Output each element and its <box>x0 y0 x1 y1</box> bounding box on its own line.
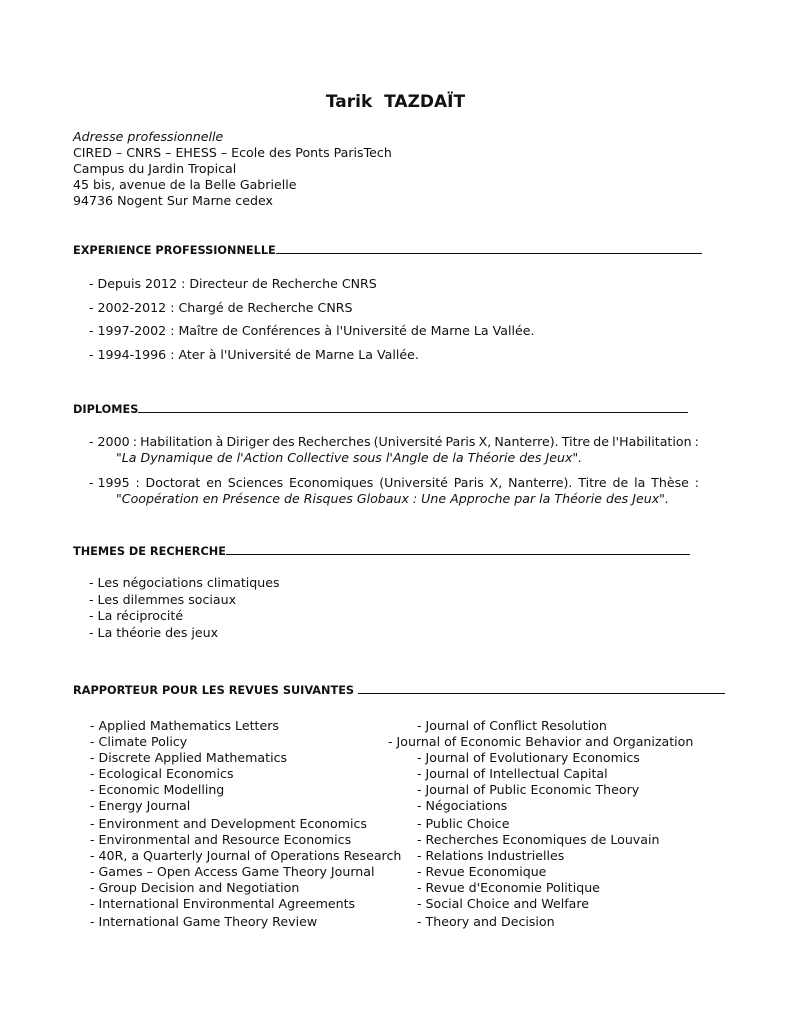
professional-address <box>73 129 392 209</box>
journals-right-column <box>388 718 693 930</box>
diploma-thesis-title: "Coopération en Présence de Risques Globaux : Une Approche par la Théorie des Jeux". <box>116 491 669 506</box>
diploma-word: : <box>132 434 137 449</box>
list-item: - Social Choice and Welfare <box>417 896 590 911</box>
list-item: - International Environmental Agreements <box>90 896 356 911</box>
list-item: - 1997-2002 : Maître de Conférences à l'Université de Marne La Vallée. <box>89 323 535 338</box>
diploma-word: de <box>593 434 610 449</box>
section-heading-text: THEMES DE RECHERCHE <box>73 545 226 558</box>
diploma-description <box>89 434 699 450</box>
diploma-word: Titre <box>578 475 607 490</box>
diploma-word: Paris <box>453 475 484 490</box>
list-item: - Environment and Development Economics <box>90 816 367 831</box>
list-item: - Revue d'Economie Politique <box>417 880 600 895</box>
list-item: - Energy Journal <box>90 798 191 813</box>
list-item: - Les négociations climatiques <box>89 575 280 590</box>
diploma-item <box>89 434 699 466</box>
diploma-word: Nanterre). <box>494 434 559 449</box>
diploma-thesis-title: "La Dynamique de l'Action Collective sous l'Angle de la Théorie des Jeux". <box>116 450 583 465</box>
list-item: - Games – Open Access Game Theory Journal <box>90 864 375 879</box>
diploma-word: Titre <box>561 434 591 449</box>
heading-underline <box>358 692 725 694</box>
section-heading-text: EXPERIENCE PROFESSIONNELLE <box>73 244 276 257</box>
heading-underline <box>138 411 688 413</box>
diploma-word: à <box>215 434 224 449</box>
diploma-word: de <box>612 475 629 490</box>
list-item: - Revue Economique <box>417 864 547 879</box>
research-themes-list <box>89 575 280 641</box>
list-item: - Journal of Economic Behavior and Organization <box>388 734 694 749</box>
list-item: - Environmental and Resource Economics <box>90 832 352 847</box>
list-item: - Discrete Applied Mathematics <box>90 750 288 765</box>
list-item: - La théorie des jeux <box>89 624 219 640</box>
list-item: - Ecological Economics <box>90 766 234 781</box>
diploma-word: la <box>634 475 646 490</box>
address-line: Campus du Jardin Tropical <box>73 161 237 176</box>
list-item: - Group Decision and Negotiation <box>90 880 300 895</box>
diploma-word: (Université <box>373 434 443 449</box>
heading-underline <box>226 553 690 555</box>
list-item: - La réciprocité <box>89 608 184 623</box>
section-heading-diplomas <box>73 403 688 416</box>
experience-list <box>89 276 535 370</box>
address-line: 94736 Nogent Sur Marne cedex <box>73 193 273 208</box>
diploma-word: - 2000 <box>89 434 130 449</box>
list-item: - Public Choice <box>417 816 510 831</box>
diploma-word: : <box>694 475 699 490</box>
section-heading-themes <box>73 545 690 558</box>
diploma-word: Diriger <box>226 434 270 449</box>
list-item: - 1994-1996 : Ater à l'Université de Marne La Vallée. <box>89 346 419 362</box>
diploma-word: l'Habilitation <box>612 434 692 449</box>
list-item: - Economic Modelling <box>90 782 225 797</box>
address-line: 45 bis, avenue de la Belle Gabrielle <box>73 177 297 192</box>
section-heading-journals <box>73 684 725 697</box>
list-item: - Journal of Public Economic Theory <box>417 782 640 797</box>
list-item: - Recherches Economiques de Louvain <box>417 832 660 847</box>
heading-underline <box>276 252 702 254</box>
list-item: - International Game Theory Review <box>90 914 318 929</box>
list-item: - Depuis 2012 : Directeur de Recherche CNRS <box>89 276 377 291</box>
list-item: - 2002-2012 : Chargé de Recherche CNRS <box>89 299 353 315</box>
diploma-word: en <box>206 475 222 490</box>
diploma-word: Nanterre). <box>508 475 573 490</box>
diploma-description <box>89 475 699 491</box>
list-item: - Journal of Conflict Resolution <box>417 718 607 733</box>
diploma-word: Doctorat <box>145 475 201 490</box>
section-heading-text: DIPLOMES <box>73 403 139 416</box>
list-item: - 40R, a Quarterly Journal of Operations Research <box>90 848 402 863</box>
diploma-word: Thèse <box>651 475 689 490</box>
diploma-word: X, <box>489 475 503 490</box>
diploma-word: des <box>272 434 295 449</box>
person-name: Tarik TAZDAÏT <box>325 92 466 112</box>
list-item: - Négociations <box>417 798 508 813</box>
journals-left-column <box>90 718 401 930</box>
diploma-word: X, <box>478 434 492 449</box>
address-label: Adresse professionnelle <box>73 129 224 144</box>
diploma-word: Recherches <box>297 434 371 449</box>
diploma-word: : <box>694 434 699 449</box>
diploma-word: Paris <box>445 434 476 449</box>
list-item: - Journal of Evolutionary Economics <box>417 750 640 765</box>
address-line: CIRED – CNRS – EHESS – Ecole des Ponts ParisTech <box>73 145 392 160</box>
diploma-word: Habilitation <box>140 434 213 449</box>
diploma-word: Sciences <box>227 475 284 490</box>
list-item: - Applied Mathematics Letters <box>90 718 279 733</box>
diploma-word: (Université <box>379 475 448 490</box>
list-item: - Relations Industrielles <box>417 848 565 863</box>
diploma-word: - 1995 <box>89 475 130 490</box>
diploma-item <box>89 475 699 507</box>
list-item: - Journal of Intellectual Capital <box>417 766 608 781</box>
section-heading-experience <box>73 244 702 257</box>
diploma-word: : <box>135 475 140 490</box>
list-item: - Theory and Decision <box>417 914 555 929</box>
section-heading-text: RAPPORTEUR POUR LES REVUES SUIVANTES <box>73 684 358 697</box>
diploma-word: Economiques <box>289 475 374 490</box>
list-item: - Climate Policy <box>90 734 188 749</box>
list-item: - Les dilemmes sociaux <box>89 591 237 607</box>
